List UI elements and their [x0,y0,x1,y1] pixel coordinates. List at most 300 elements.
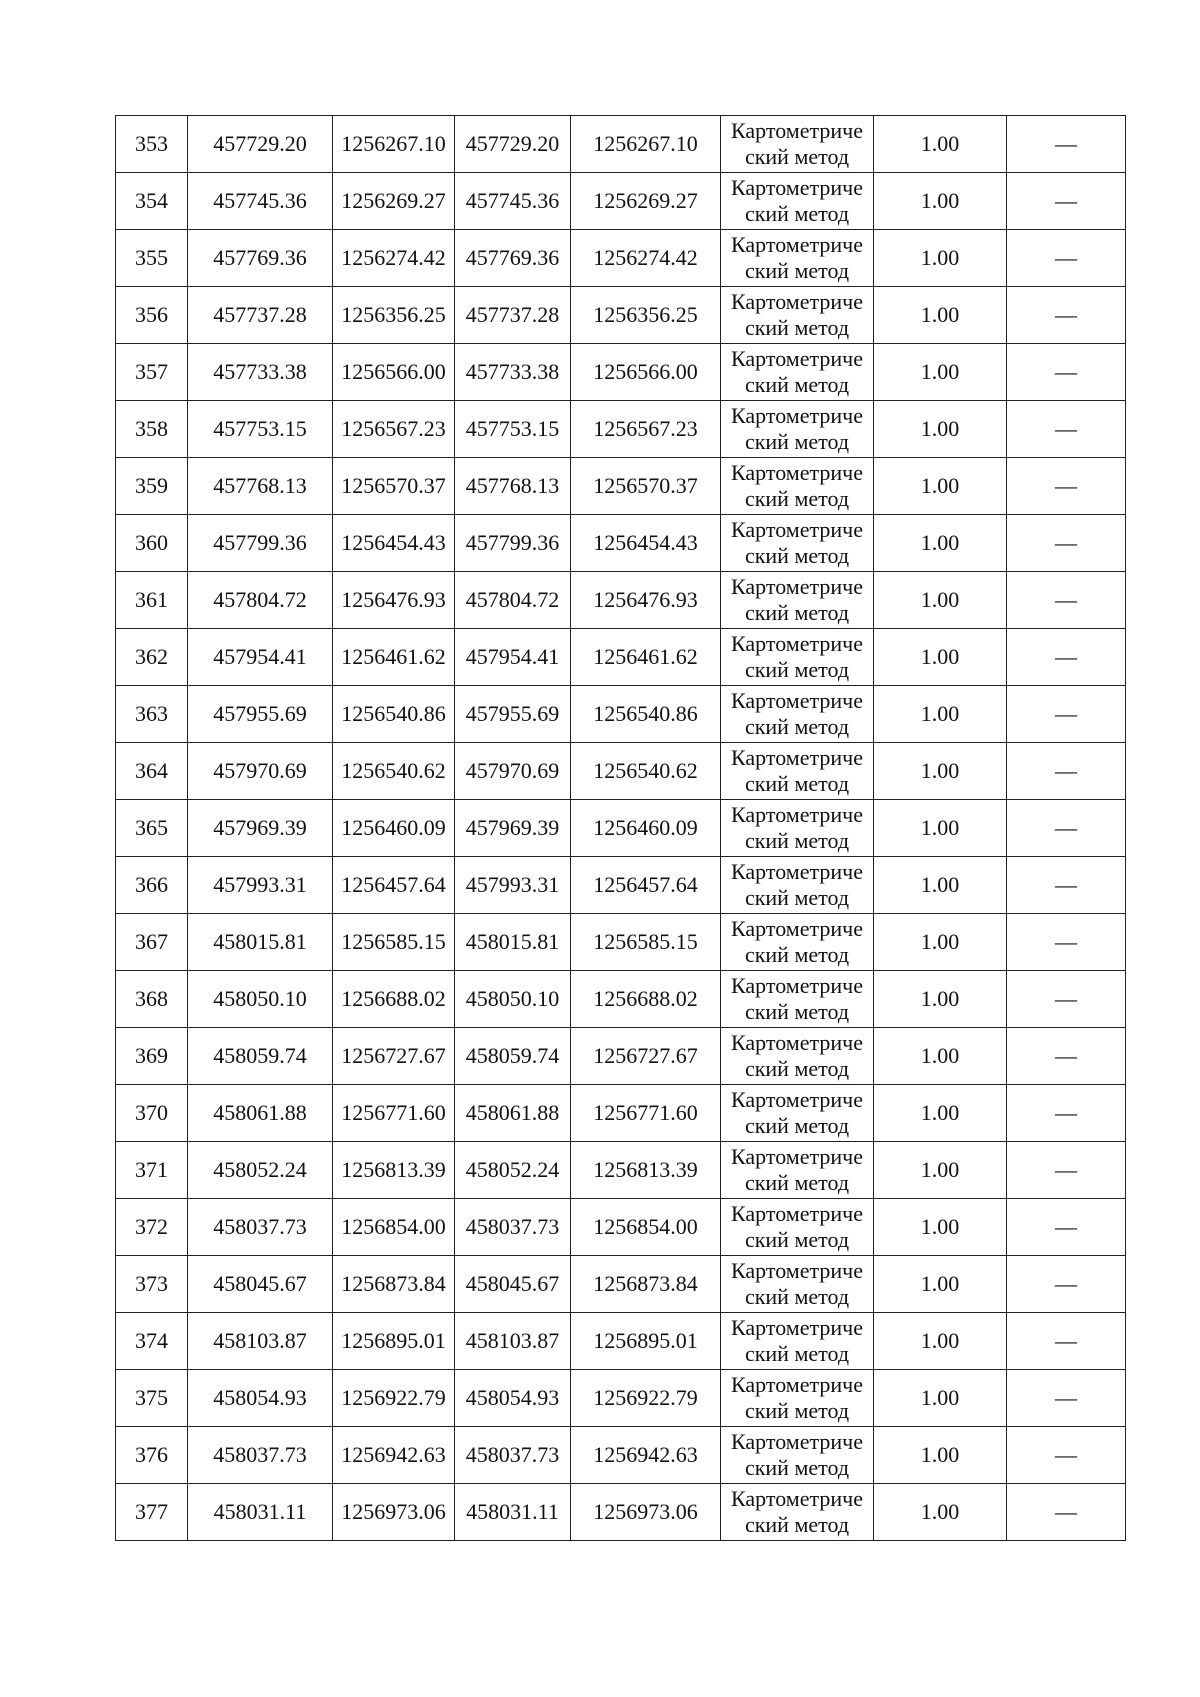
em-dash: — [1055,1271,1077,1296]
method-cell [721,1142,874,1199]
dash-cell [1007,1370,1126,1427]
em-dash: — [1055,815,1077,840]
dash-cell [1007,116,1126,173]
new-y-cell: 1256688.02 [571,971,721,1028]
existing-y-cell: 1256854.00 [333,1199,455,1256]
method-line-2: ский метод [744,1455,850,1480]
existing-x-cell: 457729.20 [188,116,333,173]
new-x-cell: 457745.36 [455,173,571,230]
precision-cell: 1.00 [874,857,1007,914]
em-dash: — [1055,929,1077,954]
point-number-cell: 376 [116,1427,188,1484]
method-cell [721,1313,874,1370]
table-row [116,1370,1126,1427]
method-cell [721,1427,874,1484]
existing-x-cell: 457954.41 [188,629,333,686]
table-row [116,1256,1126,1313]
existing-y-cell: 1256895.01 [333,1313,455,1370]
existing-y-cell: 1256813.39 [333,1142,455,1199]
method-line-2: ский метод [744,771,850,796]
method-line-1: Картометриче [731,1315,863,1340]
precision-cell: 1.00 [874,1484,1007,1541]
existing-y-cell: 1256540.62 [333,743,455,800]
method-cell [721,1085,874,1142]
method-line-1: Картометриче [731,1201,863,1226]
new-y-cell: 1256942.63 [571,1427,721,1484]
method-line-1: Картометриче [731,1087,863,1112]
method-line-2: ский метод [744,372,850,397]
em-dash: — [1055,245,1077,270]
precision-cell: 1.00 [874,515,1007,572]
dash-cell [1007,1256,1126,1313]
table-row [116,971,1126,1028]
dash-cell [1007,173,1126,230]
method-line-2: ский метод [744,885,850,910]
existing-y-cell: 1256585.15 [333,914,455,971]
new-x-cell: 457799.36 [455,515,571,572]
dash-cell [1007,743,1126,800]
method-line-1: Картометриче [731,916,863,941]
method-line-2: ский метод [744,1170,850,1195]
method-cell [721,629,874,686]
table-body [116,116,1126,1541]
method-line-1: Картометриче [731,973,863,998]
method-line-2: ский метод [744,144,850,169]
method-line-1: Картометриче [731,517,863,542]
precision-cell: 1.00 [874,743,1007,800]
new-y-cell: 1256922.79 [571,1370,721,1427]
existing-y-cell: 1256274.42 [333,230,455,287]
new-y-cell: 1256771.60 [571,1085,721,1142]
dash-cell [1007,1142,1126,1199]
dash-cell [1007,629,1126,686]
existing-y-cell: 1256771.60 [333,1085,455,1142]
new-y-cell: 1256854.00 [571,1199,721,1256]
existing-x-cell: 458037.73 [188,1199,333,1256]
precision-cell: 1.00 [874,1028,1007,1085]
existing-x-cell: 458037.73 [188,1427,333,1484]
point-number-cell: 355 [116,230,188,287]
method-cell [721,1256,874,1313]
method-line-2: ский метод [744,315,850,340]
method-line-2: ский метод [744,486,850,511]
precision-cell: 1.00 [874,1427,1007,1484]
method-line-1: Картометриче [731,1372,863,1397]
method-line-1: Картометриче [731,118,863,143]
method-cell [721,686,874,743]
existing-x-cell: 458052.24 [188,1142,333,1199]
point-number-cell: 369 [116,1028,188,1085]
em-dash: — [1055,1499,1077,1524]
em-dash: — [1055,131,1077,156]
new-y-cell: 1256570.37 [571,458,721,515]
method-cell [721,572,874,629]
dash-cell [1007,1028,1126,1085]
method-line-1: Картометриче [731,1258,863,1283]
em-dash: — [1055,302,1077,327]
new-y-cell: 1256585.15 [571,914,721,971]
precision-cell: 1.00 [874,629,1007,686]
table-row [116,686,1126,743]
existing-y-cell: 1256688.02 [333,971,455,1028]
method-cell [721,971,874,1028]
em-dash: — [1055,359,1077,384]
existing-x-cell: 458050.10 [188,971,333,1028]
method-line-2: ский метод [744,201,850,226]
method-cell [721,287,874,344]
em-dash: — [1055,758,1077,783]
point-number-cell: 354 [116,173,188,230]
em-dash: — [1055,188,1077,213]
point-number-cell: 358 [116,401,188,458]
new-y-cell: 1256540.62 [571,743,721,800]
method-line-2: ский метод [744,828,850,853]
point-number-cell: 363 [116,686,188,743]
new-x-cell: 457955.69 [455,686,571,743]
dash-cell [1007,971,1126,1028]
table-row [116,857,1126,914]
new-x-cell: 458054.93 [455,1370,571,1427]
precision-cell: 1.00 [874,287,1007,344]
new-y-cell: 1256461.62 [571,629,721,686]
table-row [116,344,1126,401]
precision-cell: 1.00 [874,914,1007,971]
point-number-cell: 368 [116,971,188,1028]
new-x-cell: 458031.11 [455,1484,571,1541]
dash-cell [1007,344,1126,401]
table-row [116,515,1126,572]
table-row [116,629,1126,686]
dash-cell [1007,686,1126,743]
method-line-1: Картометриче [731,460,863,485]
precision-cell: 1.00 [874,1313,1007,1370]
new-y-cell: 1256567.23 [571,401,721,458]
point-number-cell: 367 [116,914,188,971]
dash-cell [1007,458,1126,515]
method-line-1: Картометриче [731,175,863,200]
em-dash: — [1055,587,1077,612]
existing-x-cell: 457993.31 [188,857,333,914]
existing-x-cell: 457753.15 [188,401,333,458]
existing-x-cell: 457745.36 [188,173,333,230]
method-cell [721,401,874,458]
existing-x-cell: 457769.36 [188,230,333,287]
method-cell [721,1199,874,1256]
existing-y-cell: 1256567.23 [333,401,455,458]
dash-cell [1007,572,1126,629]
new-y-cell: 1256356.25 [571,287,721,344]
precision-cell: 1.00 [874,971,1007,1028]
precision-cell: 1.00 [874,116,1007,173]
method-line-2: ский метод [744,657,850,682]
em-dash: — [1055,1157,1077,1182]
em-dash: — [1055,1442,1077,1467]
em-dash: — [1055,644,1077,669]
method-line-1: Картометриче [731,1144,863,1169]
new-x-cell: 458037.73 [455,1427,571,1484]
new-x-cell: 457993.31 [455,857,571,914]
existing-y-cell: 1256454.43 [333,515,455,572]
existing-y-cell: 1256269.27 [333,173,455,230]
new-x-cell: 458052.24 [455,1142,571,1199]
point-number-cell: 372 [116,1199,188,1256]
existing-y-cell: 1256356.25 [333,287,455,344]
em-dash: — [1055,701,1077,726]
method-line-2: ский метод [744,999,850,1024]
method-line-2: ский метод [744,1341,850,1366]
method-cell [721,515,874,572]
existing-y-cell: 1256460.09 [333,800,455,857]
em-dash: — [1055,1043,1077,1068]
existing-y-cell: 1256476.93 [333,572,455,629]
method-cell [721,1484,874,1541]
new-x-cell: 457733.38 [455,344,571,401]
dash-cell [1007,1484,1126,1541]
em-dash: — [1055,1385,1077,1410]
new-y-cell: 1256727.67 [571,1028,721,1085]
new-x-cell: 457768.13 [455,458,571,515]
method-line-1: Картометриче [731,688,863,713]
method-cell [721,914,874,971]
method-line-2: ский метод [744,1284,850,1309]
method-line-2: ский метод [744,1056,850,1081]
new-x-cell: 457969.39 [455,800,571,857]
table-row [116,1199,1126,1256]
dash-cell [1007,401,1126,458]
table-row [116,401,1126,458]
point-number-cell: 357 [116,344,188,401]
precision-cell: 1.00 [874,458,1007,515]
new-x-cell: 458045.67 [455,1256,571,1313]
method-line-1: Картометриче [731,403,863,428]
precision-cell: 1.00 [874,572,1007,629]
new-x-cell: 458061.88 [455,1085,571,1142]
precision-cell: 1.00 [874,230,1007,287]
point-number-cell: 370 [116,1085,188,1142]
method-cell [721,173,874,230]
new-x-cell: 457970.69 [455,743,571,800]
method-line-1: Картометриче [731,1030,863,1055]
em-dash: — [1055,872,1077,897]
em-dash: — [1055,530,1077,555]
precision-cell: 1.00 [874,1256,1007,1313]
dash-cell [1007,1199,1126,1256]
existing-y-cell: 1256873.84 [333,1256,455,1313]
table-row [116,1427,1126,1484]
table-row [116,287,1126,344]
existing-x-cell: 458031.11 [188,1484,333,1541]
table-row [116,743,1126,800]
existing-y-cell: 1256566.00 [333,344,455,401]
new-y-cell: 1256566.00 [571,344,721,401]
existing-x-cell: 457799.36 [188,515,333,572]
table-row [116,173,1126,230]
precision-cell: 1.00 [874,800,1007,857]
new-y-cell: 1256457.64 [571,857,721,914]
method-line-2: ский метод [744,543,850,568]
method-cell [721,230,874,287]
existing-y-cell: 1256461.62 [333,629,455,686]
existing-x-cell: 457804.72 [188,572,333,629]
em-dash: — [1055,986,1077,1011]
method-line-2: ский метод [744,600,850,625]
existing-y-cell: 1256570.37 [333,458,455,515]
method-line-2: ский метод [744,258,850,283]
precision-cell: 1.00 [874,1199,1007,1256]
new-x-cell: 457753.15 [455,401,571,458]
new-x-cell: 457737.28 [455,287,571,344]
method-line-1: Картометриче [731,859,863,884]
new-y-cell: 1256540.86 [571,686,721,743]
method-cell [721,344,874,401]
method-line-2: ский метод [744,1512,850,1537]
existing-x-cell: 457955.69 [188,686,333,743]
point-number-cell: 364 [116,743,188,800]
point-number-cell: 356 [116,287,188,344]
method-line-1: Картометриче [731,802,863,827]
existing-x-cell: 458061.88 [188,1085,333,1142]
method-line-1: Картометриче [731,1486,863,1511]
existing-y-cell: 1256540.86 [333,686,455,743]
method-cell [721,857,874,914]
table-row [116,230,1126,287]
precision-cell: 1.00 [874,686,1007,743]
dash-cell [1007,1085,1126,1142]
method-cell [721,116,874,173]
point-number-cell: 361 [116,572,188,629]
existing-x-cell: 457733.38 [188,344,333,401]
dash-cell [1007,287,1126,344]
table-row [116,1484,1126,1541]
table-row [116,1142,1126,1199]
dash-cell [1007,914,1126,971]
em-dash: — [1055,1328,1077,1353]
point-number-cell: 366 [116,857,188,914]
method-line-1: Картометриче [731,1429,863,1454]
existing-x-cell: 458059.74 [188,1028,333,1085]
precision-cell: 1.00 [874,1370,1007,1427]
new-y-cell: 1256813.39 [571,1142,721,1199]
new-y-cell: 1256274.42 [571,230,721,287]
precision-cell: 1.00 [874,344,1007,401]
existing-y-cell: 1256267.10 [333,116,455,173]
existing-y-cell: 1256727.67 [333,1028,455,1085]
new-x-cell: 458059.74 [455,1028,571,1085]
precision-cell: 1.00 [874,173,1007,230]
existing-x-cell: 458045.67 [188,1256,333,1313]
dash-cell [1007,800,1126,857]
table-row [116,116,1126,173]
new-y-cell: 1256267.10 [571,116,721,173]
table-row [116,914,1126,971]
method-cell [721,800,874,857]
point-number-cell: 353 [116,116,188,173]
method-line-2: ский метод [744,1113,850,1138]
method-cell [721,458,874,515]
new-x-cell: 458050.10 [455,971,571,1028]
existing-y-cell: 1256942.63 [333,1427,455,1484]
existing-y-cell: 1256922.79 [333,1370,455,1427]
new-x-cell: 457954.41 [455,629,571,686]
existing-x-cell: 457970.69 [188,743,333,800]
new-x-cell: 458037.73 [455,1199,571,1256]
new-x-cell: 457804.72 [455,572,571,629]
existing-x-cell: 457768.13 [188,458,333,515]
point-number-cell: 373 [116,1256,188,1313]
method-line-1: Картометриче [731,232,863,257]
point-number-cell: 359 [116,458,188,515]
existing-x-cell: 457737.28 [188,287,333,344]
table-row [116,458,1126,515]
dash-cell [1007,1427,1126,1484]
new-y-cell: 1256454.43 [571,515,721,572]
dash-cell [1007,230,1126,287]
method-cell [721,1028,874,1085]
em-dash: — [1055,1100,1077,1125]
table-row [116,572,1126,629]
new-x-cell: 458103.87 [455,1313,571,1370]
method-line-2: ский метод [744,714,850,739]
point-number-cell: 371 [116,1142,188,1199]
table-row [116,1085,1126,1142]
dash-cell [1007,857,1126,914]
method-cell [721,743,874,800]
precision-cell: 1.00 [874,401,1007,458]
precision-cell: 1.00 [874,1142,1007,1199]
existing-x-cell: 458103.87 [188,1313,333,1370]
new-y-cell: 1256269.27 [571,173,721,230]
new-y-cell: 1256873.84 [571,1256,721,1313]
table-row [116,1028,1126,1085]
method-line-1: Картометриче [731,745,863,770]
method-line-1: Картометриче [731,346,863,371]
new-x-cell: 457769.36 [455,230,571,287]
em-dash: — [1055,1214,1077,1239]
method-line-1: Картометриче [731,289,863,314]
coordinates-table [115,115,1126,1541]
dash-cell [1007,515,1126,572]
existing-x-cell: 458054.93 [188,1370,333,1427]
table-row [116,800,1126,857]
method-line-2: ский метод [744,429,850,454]
new-x-cell: 457729.20 [455,116,571,173]
point-number-cell: 377 [116,1484,188,1541]
new-y-cell: 1256973.06 [571,1484,721,1541]
point-number-cell: 375 [116,1370,188,1427]
dash-cell [1007,1313,1126,1370]
new-y-cell: 1256476.93 [571,572,721,629]
precision-cell: 1.00 [874,1085,1007,1142]
existing-y-cell: 1256457.64 [333,857,455,914]
method-line-1: Картометриче [731,631,863,656]
new-y-cell: 1256895.01 [571,1313,721,1370]
point-number-cell: 365 [116,800,188,857]
table-row [116,1313,1126,1370]
method-line-2: ский метод [744,1398,850,1423]
em-dash: — [1055,473,1077,498]
point-number-cell: 362 [116,629,188,686]
method-line-2: ский метод [744,1227,850,1252]
new-y-cell: 1256460.09 [571,800,721,857]
existing-y-cell: 1256973.06 [333,1484,455,1541]
em-dash: — [1055,416,1077,441]
point-number-cell: 360 [116,515,188,572]
existing-x-cell: 457969.39 [188,800,333,857]
existing-x-cell: 458015.81 [188,914,333,971]
new-x-cell: 458015.81 [455,914,571,971]
point-number-cell: 374 [116,1313,188,1370]
method-line-1: Картометриче [731,574,863,599]
